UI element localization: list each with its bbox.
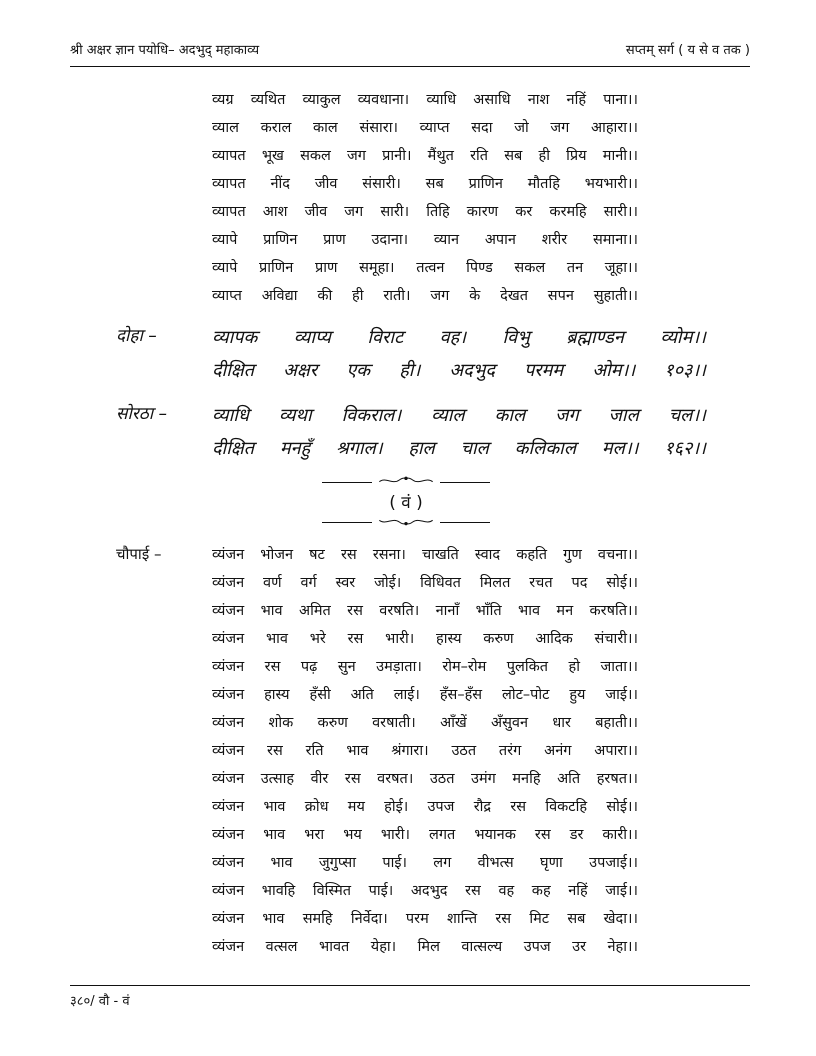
verse-line: व्यापे प्राणिन प्राण समूहा। तत्वन पिण्ड सकल तन जूहा।।	[212, 260, 638, 276]
doha-label: दोहा –	[116, 326, 157, 346]
chaupai-line: व्यंजन भाव भरे रस भारी। हास्य करुण आदिक संचारी।।	[212, 631, 638, 647]
chaupai-line: व्यंजन भाव भरा भय भारी। लगत भयानक रस डर कारी।।	[212, 827, 638, 843]
sortha-line: दीक्षित मनहुँ श्रगाल। हाल चाल कलिकाल मल।। १६२।।	[212, 438, 706, 459]
chaupai-line: व्यंजन भाव समहि निर्वेदा। परम शान्ति रस मिट सब खेदा।।	[212, 911, 638, 927]
flourish-icon	[372, 517, 440, 527]
verse-line: व्याल कराल काल संसारा। व्याप्त सदा जो जग आहारा।।	[212, 120, 638, 136]
doha-line: व्यापक व्याप्य विराट वह। विभु ब्रह्माण्डन व्योम।।	[212, 327, 706, 348]
chapter-title: सप्तम् सर्ग ( य से व तक )	[625, 43, 750, 58]
chaupai-block	[212, 541, 638, 961]
chaupai-line: व्यंजन भाव क्रोध मय होई। उपज रौद्र रस विकटहि सोई।।	[212, 799, 638, 815]
sortha-block	[212, 399, 706, 465]
chaupai-line: व्यंजन रस पढ़ सुन उमड़ाता। रोम–रोम पुलकित हो जाता।।	[212, 659, 638, 675]
chaupai-line: व्यंजन हास्य हँसी अति लाई। हँस–हँस लोट–पोट हुय जाई।।	[212, 687, 638, 703]
chaupai-line: व्यंजन भाव जुगुप्सा पाई। लग वीभत्स घृणा उपजाई।।	[212, 855, 638, 871]
chaupai-line: व्यंजन भोजन षट रस रसना। चाखति स्वाद कहति गुण वचना।।	[212, 547, 638, 563]
chaupai-line: व्यंजन भावहि विस्मित पाई। अदभुद रस वह कह नहिं जाई।।	[212, 883, 638, 899]
sortha-line: व्याधि व्यथा विकराल। व्याल काल जग जाल चल।।	[212, 405, 706, 426]
verse-line: व्यापे प्राणिन प्राण उदाना। व्यान अपान शरीर समाना।।	[212, 232, 638, 248]
bottom-ornament-divider	[322, 514, 490, 534]
doha-block	[212, 321, 706, 387]
verse-line: व्यापत आश जीव जग सारी। तिहि कारण कर करमहि सारी।।	[212, 204, 638, 220]
page-number: ३८०/ वौ - वं	[70, 994, 130, 1009]
page-header	[70, 38, 750, 62]
chaupai-line: व्यंजन वत्सल भावत येहा। मिल वात्सल्य उपज उर नेहा।।	[212, 939, 638, 955]
top-verse-block	[212, 86, 638, 310]
footer-rule	[70, 985, 750, 986]
verse-line: व्यापत भूख सकल जग प्रानी। मैंथुत रति सब ही प्रिय मानी।।	[212, 148, 638, 164]
flourish-icon	[372, 475, 440, 485]
verse-line: व्यग्र व्यथित व्याकुल व्यवधाना। व्याधि असाधि नाश नहिं पाना।।	[212, 92, 638, 108]
book-title: श्री अक्षर ज्ञान पयोधि– अदभुद् महाकाव्य	[70, 43, 260, 58]
verse-line: व्याप्त अविद्या की ही राती। जग के देखत सपन सुहाती।।	[212, 288, 638, 304]
chaupai-line: व्यंजन शोक करुण वरषाती। आँखें अँसुवन धार बहाती।।	[212, 715, 638, 731]
chaupai-line: व्यंजन वर्ण वर्ग स्वर जोई। विधिवत मिलत रचत पद सोई।।	[212, 575, 638, 591]
chaupai-label: चौपाई –	[116, 545, 162, 563]
verse-line: व्यापत नींद जीव संसारी। सब प्राणिन मौतहि भयभारी।।	[212, 176, 638, 192]
top-ornament-divider	[322, 470, 490, 490]
chaupai-line: व्यंजन भाव अमित रस वरषति। नानाँ भाँति भाव मन करषति।।	[212, 603, 638, 619]
section-title: ( वं )	[389, 493, 423, 513]
doha-line: दीक्षित अक्षर एक ही। अदभुद परमम ओम।। १०३।।	[212, 360, 706, 381]
header-rule	[70, 66, 750, 67]
chaupai-line: व्यंजन उत्साह वीर रस वरषत। उठत उमंग मनहि अति हरषत।।	[212, 771, 638, 787]
sortha-label: सोरठा –	[116, 404, 168, 424]
chaupai-line: व्यंजन रस रति भाव श्रंगारा। उठत तरंग अनंग अपारा।।	[212, 743, 638, 759]
